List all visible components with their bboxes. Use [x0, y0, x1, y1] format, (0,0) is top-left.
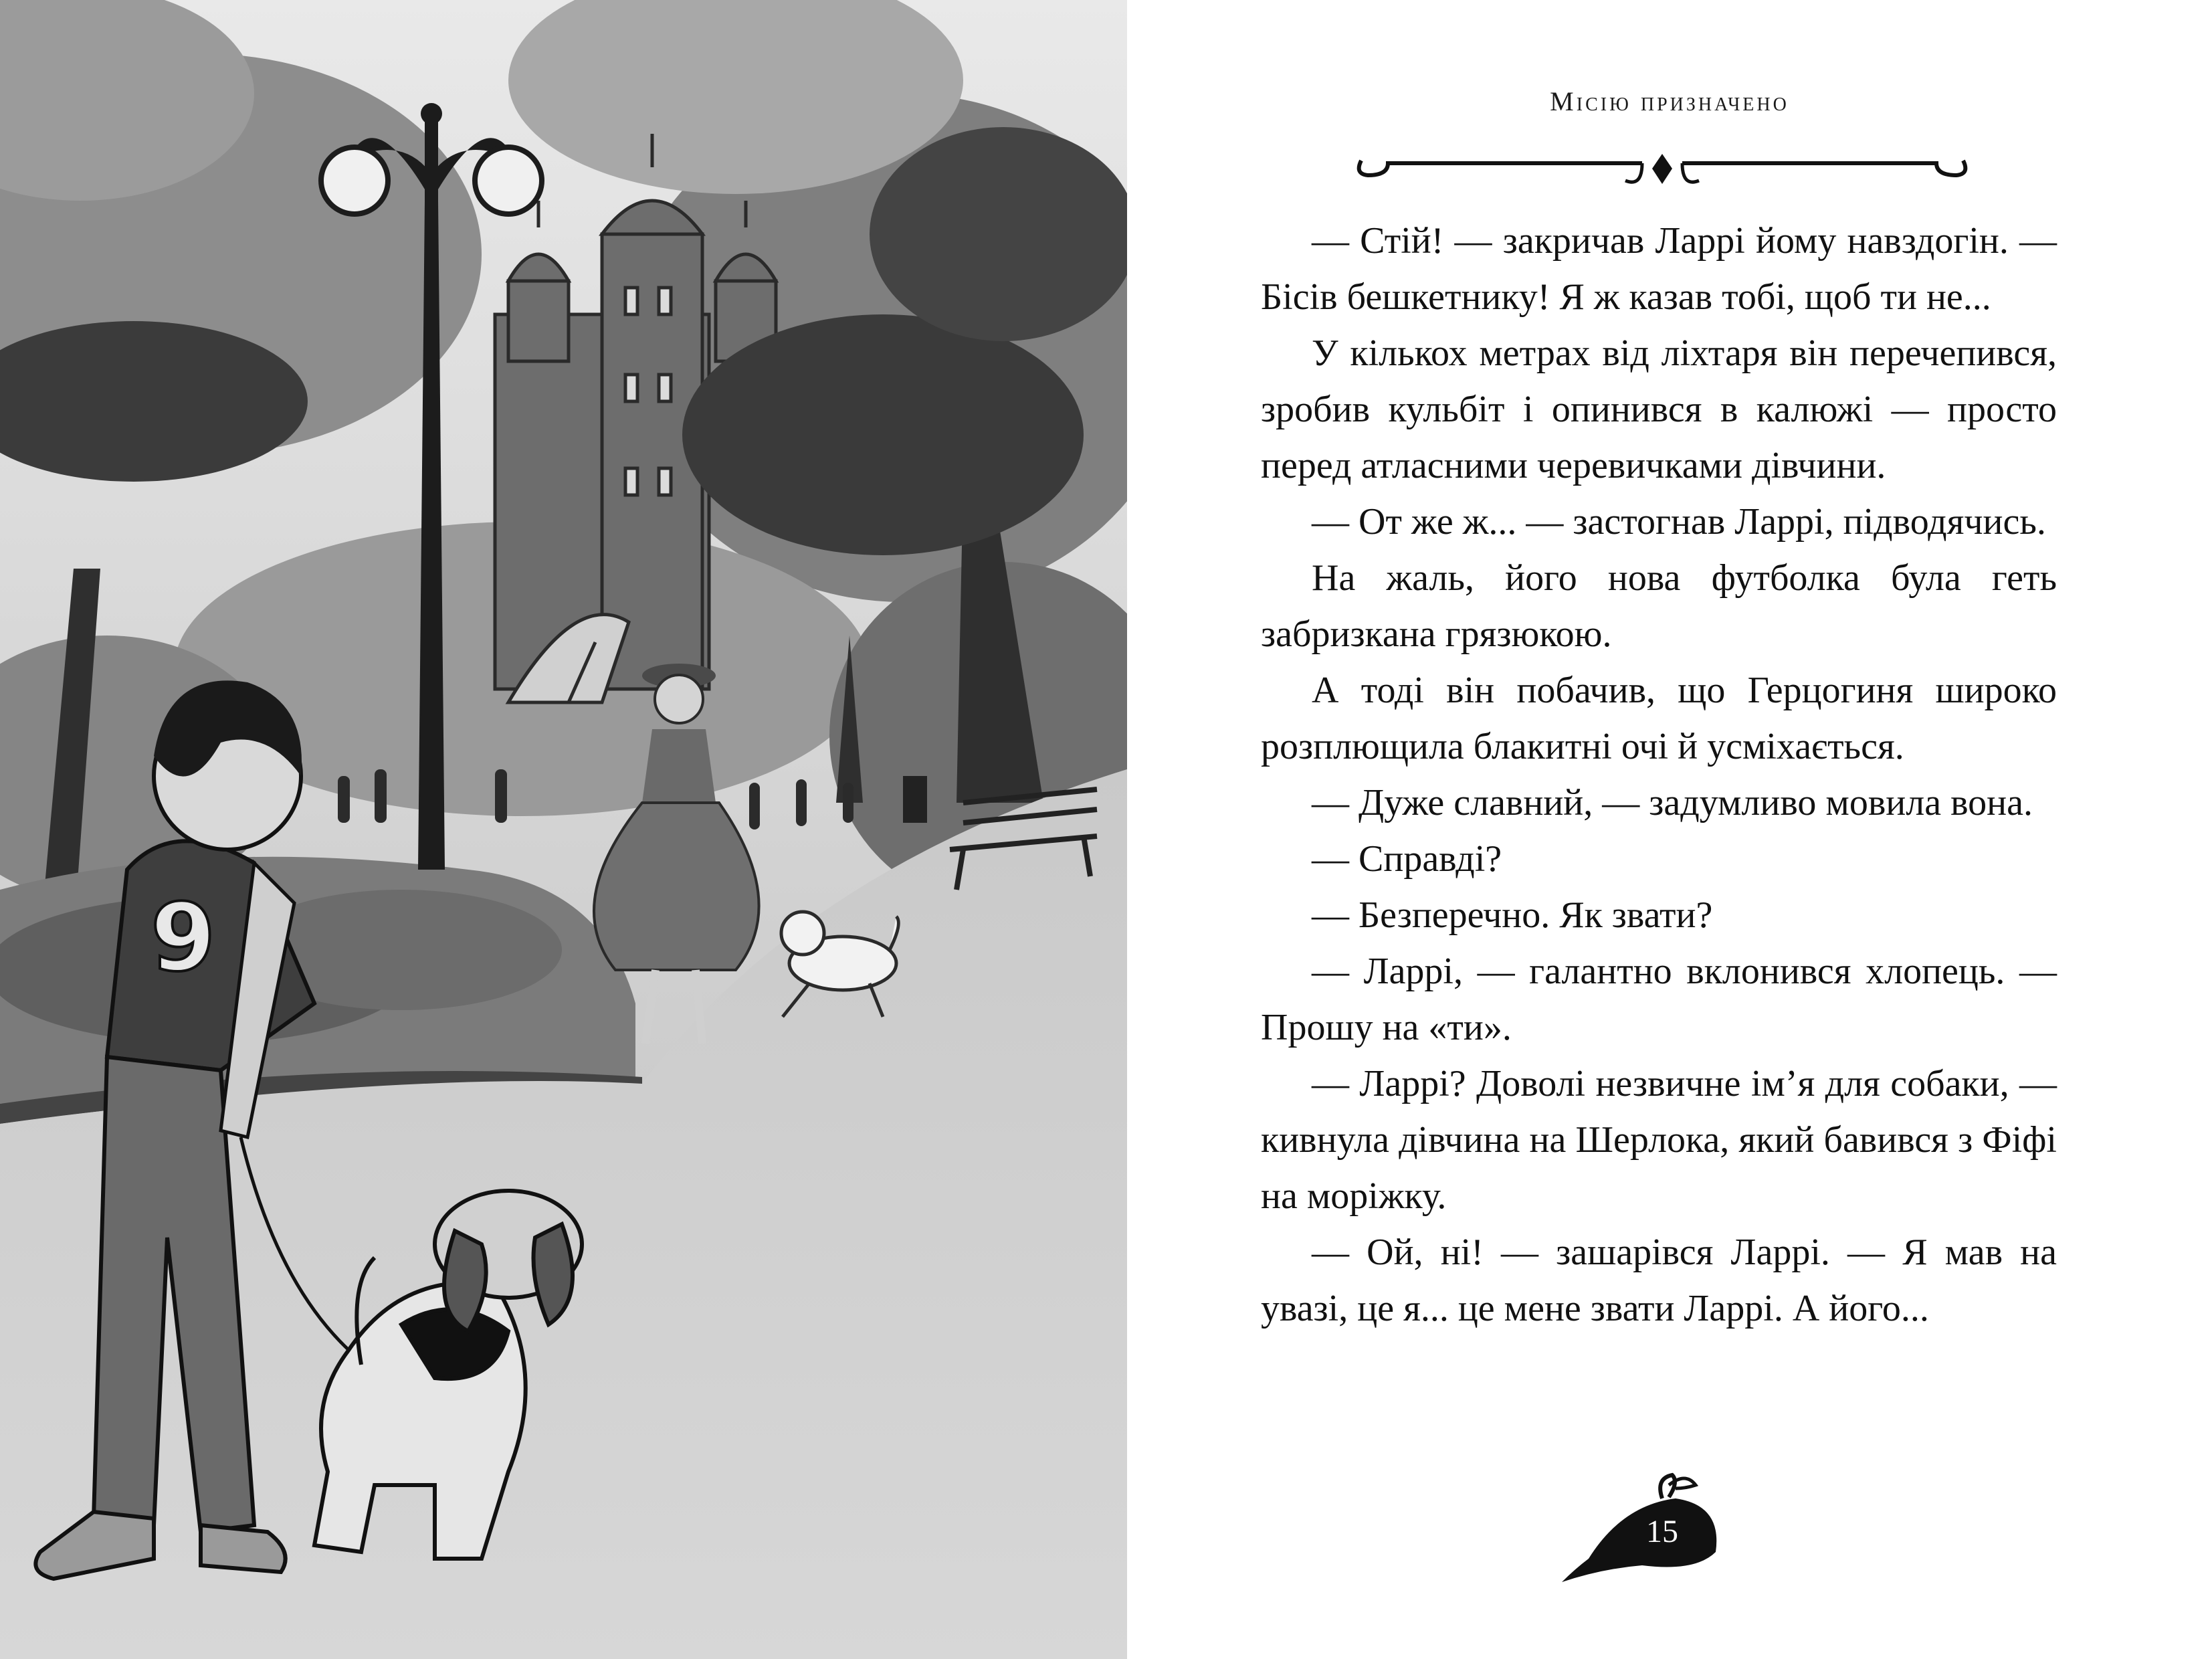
header-ornament: [1348, 134, 1977, 194]
paragraph: — Ой, ні! — зашарівся Ларрі. — Я мав на увазі, це я... це мене звати Ларрі. А його...: [1261, 1232, 2057, 1329]
body-text: [1261, 213, 2057, 1337]
page-number: 15: [1646, 1514, 1678, 1549]
paragraph: — Безперечно. Як звати?: [1312, 894, 1713, 936]
paragraph: — Ларрі, — галантно вклонився хлопець. — Прошу на «ти».: [1261, 951, 2057, 1048]
paragraph: У кількох метрах від ліхтаря він перечепився, зробив кульбіт і опинився в калюжі — просто перед атласними черевичками дівчини.: [1261, 332, 2057, 486]
paragraph: — Ларрі? Доволі незвичне ім’я для собаки, — кивнула дівчина на Шерлока, який бавився з Фіфі на моріжку.: [1261, 1063, 2057, 1217]
paragraph: — Справді?: [1312, 838, 1502, 880]
trash-bin: [903, 776, 927, 823]
paragraph: — Дуже славний, — задумливо мовила вона.: [1312, 782, 2033, 823]
paragraph: А тоді він побачив, що Герцогиня широко розплющила блакитні очі й усміхається.: [1261, 670, 2057, 767]
paragraph: — Стій! — закричав Ларрі йому навздогін. — Бісів бешкетнику! Я ж казав тобі, щоб ти не...: [1261, 220, 2057, 318]
text-page: [1127, 0, 2212, 1659]
jersey-number: 9: [150, 884, 216, 993]
paragraph: — От же ж... — застогнав Ларрі, підводячись.: [1312, 501, 2046, 543]
paragraph: На жаль, його нова футболка була геть забризкана грязюкою.: [1261, 557, 2057, 655]
running-head: Місію призначено: [1550, 86, 1789, 116]
